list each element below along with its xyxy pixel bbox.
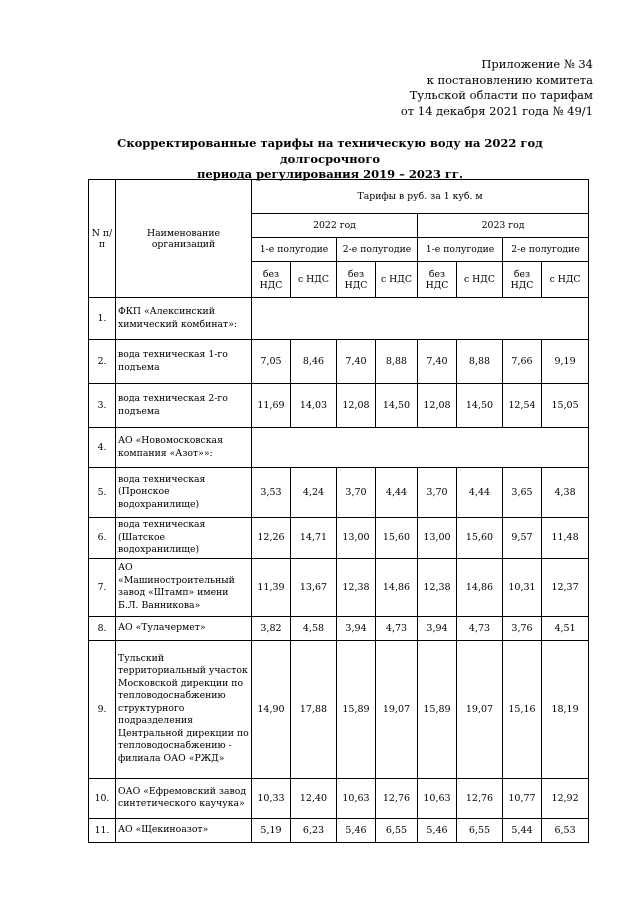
tariff-value: 12,38 (418, 558, 457, 616)
tariff-table-body (89, 298, 589, 843)
organization-name: вода техническая 1-го подъема (116, 340, 252, 384)
row-number: 7. (89, 558, 116, 616)
header-no-vat: без НДС (337, 262, 376, 298)
tariff-value: 3,94 (337, 616, 376, 640)
tariff-value: 4,44 (376, 468, 418, 518)
tariff-value: 11,39 (252, 558, 291, 616)
tariff-value: 18,19 (542, 640, 589, 778)
tariff-value: 4,24 (291, 468, 337, 518)
tariff-value: 15,05 (542, 384, 589, 428)
tariff-value: 10,77 (503, 778, 542, 818)
row-number: 9. (89, 640, 116, 778)
table-row (89, 640, 589, 778)
tariff-value: 13,67 (291, 558, 337, 616)
tariff-value: 14,50 (376, 384, 418, 428)
tariff-value: 19,07 (376, 640, 418, 778)
header-no-vat: без НДС (503, 262, 542, 298)
row-number: 8. (89, 616, 116, 640)
header-half-2: 2-е полугодие (503, 238, 589, 262)
tariff-value: 4,58 (291, 616, 337, 640)
header-no-vat: без НДС (418, 262, 457, 298)
header-year-2023: 2023 год (418, 214, 589, 238)
organization-name: вода техническая (Пронское водохранилище) (116, 468, 252, 518)
organization-name: АО «Машиностроительный завод «Штамп» имени Б.Л. Ванникова» (116, 558, 252, 616)
tariff-value: 3,82 (252, 616, 291, 640)
tariff-value: 3,70 (418, 468, 457, 518)
tariff-value: 12,38 (337, 558, 376, 616)
header-year-2022: 2022 год (252, 214, 418, 238)
tariff-value: 15,16 (503, 640, 542, 778)
row-number: 10. (89, 778, 116, 818)
table-row (89, 428, 589, 468)
row-number: 11. (89, 818, 116, 842)
table-row (89, 468, 589, 518)
tariff-value: 3,53 (252, 468, 291, 518)
tariff-value: 13,00 (418, 518, 457, 559)
tariff-value: 6,53 (542, 818, 589, 842)
tariff-value: 15,89 (337, 640, 376, 778)
row-number: 1. (89, 298, 116, 340)
organization-name: вода техническая (Шатское водохранилище) (116, 518, 252, 559)
header-half-1: 1-е полугодие (418, 238, 503, 262)
tariff-value: 14,90 (252, 640, 291, 778)
header-half-2: 2-е полугодие (337, 238, 418, 262)
tariff-value: 4,51 (542, 616, 589, 640)
header-with-vat: с НДС (542, 262, 589, 298)
table-row (89, 340, 589, 384)
annex-date: от 14 декабря 2021 года № 49/1 (400, 103, 593, 118)
tariff-value: 14,86 (457, 558, 503, 616)
tariff-value: 4,38 (542, 468, 589, 518)
tariff-value: 12,92 (542, 778, 589, 818)
tariff-value: 14,03 (291, 384, 337, 428)
row-number: 4. (89, 428, 116, 468)
tariff-value: 7,40 (418, 340, 457, 384)
organization-name: вода техническая 2-го подъема (116, 384, 252, 428)
tariff-value: 14,50 (457, 384, 503, 428)
tariff-table (88, 179, 589, 843)
table-row (89, 616, 589, 640)
annex-line-2: к постановлению комитета (426, 72, 593, 87)
tariff-value: 4,44 (457, 468, 503, 518)
tariff-value: 3,65 (503, 468, 542, 518)
row-number: 2. (89, 340, 116, 384)
tariff-value: 15,60 (376, 518, 418, 559)
organization-name: АО «Тулачермет» (116, 616, 252, 640)
tariff-value: 14,86 (376, 558, 418, 616)
tariff-value: 6,55 (376, 818, 418, 842)
tariff-value: 13,00 (337, 518, 376, 559)
organization-name: ОАО «Ефремовский завод синтетического каучука» (116, 778, 252, 818)
tariff-value: 12,76 (376, 778, 418, 818)
tariff-value: 3,94 (418, 616, 457, 640)
tariff-value: 8,88 (457, 340, 503, 384)
tariff-value: 10,33 (252, 778, 291, 818)
tariff-value: 5,19 (252, 818, 291, 842)
tariff-value: 10,63 (337, 778, 376, 818)
organization-name: АО «Новомосковская компания «Азот»»: (116, 428, 252, 468)
tariff-value: 12,37 (542, 558, 589, 616)
tariff-value: 4,73 (457, 616, 503, 640)
tariff-value: 4,73 (376, 616, 418, 640)
title-line-1: Скорректированные тарифы на техническую воду на 2022 год долгосрочного (117, 136, 543, 166)
annex-line-3: Тульской области по тарифам (409, 88, 593, 102)
tariff-value: 6,23 (291, 818, 337, 842)
tariff-value: 5,46 (337, 818, 376, 842)
header-no-vat: без НДС (252, 262, 291, 298)
title-line-2: периода регулирования 2019 – 2023 гг. (197, 167, 463, 181)
table-row (89, 384, 589, 428)
tariff-value: 14,71 (291, 518, 337, 559)
header-with-vat: с НДС (457, 262, 503, 298)
header-name: Наименование организаций (116, 180, 252, 298)
tariff-value: 8,88 (376, 340, 418, 384)
organization-name: ФКП «Алексинский химический комбинат»: (116, 298, 252, 340)
row-number: 3. (89, 384, 116, 428)
tariff-value: 10,31 (503, 558, 542, 616)
header-with-vat: с НДС (376, 262, 418, 298)
annex-number: Приложение № 34 (481, 57, 593, 71)
organization-name: Тульский территориальный участок Московской дирекции по тепловодоснабжению структурного подразделения Центральной дирекции по тепловодоснабжению - филиала ОАО «РЖД» (116, 640, 252, 778)
tariff-value: 12,08 (337, 384, 376, 428)
table-row (89, 518, 589, 559)
tariff-value: 7,05 (252, 340, 291, 384)
empty-tariff-cell (252, 428, 589, 468)
row-number: 6. (89, 518, 116, 559)
tariff-value: 3,70 (337, 468, 376, 518)
tariff-value: 9,57 (503, 518, 542, 559)
tariff-value: 8,46 (291, 340, 337, 384)
tariff-value: 15,89 (418, 640, 457, 778)
tariff-value: 11,69 (252, 384, 291, 428)
document-title (95, 136, 565, 183)
tariff-value: 12,26 (252, 518, 291, 559)
tariff-value: 12,54 (503, 384, 542, 428)
header-num: N п/п (89, 180, 116, 298)
tariff-value: 5,44 (503, 818, 542, 842)
tariff-value: 11,48 (542, 518, 589, 559)
empty-tariff-cell (252, 298, 589, 340)
tariff-value: 17,88 (291, 640, 337, 778)
tariff-value: 19,07 (457, 640, 503, 778)
header-half-1: 1-е полугодие (252, 238, 337, 262)
table-row (89, 778, 589, 818)
tariff-value: 12,40 (291, 778, 337, 818)
tariff-value: 12,08 (418, 384, 457, 428)
tariff-value: 6,55 (457, 818, 503, 842)
tariff-value: 5,46 (418, 818, 457, 842)
tariff-value: 3,76 (503, 616, 542, 640)
tariff-value: 7,66 (503, 340, 542, 384)
table-row (89, 298, 589, 340)
tariff-value: 15,60 (457, 518, 503, 559)
tariff-value: 9,19 (542, 340, 589, 384)
header-tariffs: Тарифы в руб. за 1 куб. м (252, 180, 589, 214)
table-row (89, 818, 589, 842)
header-with-vat: с НДС (291, 262, 337, 298)
tariff-value: 7,40 (337, 340, 376, 384)
tariff-value: 10,63 (418, 778, 457, 818)
organization-name: АО «Щекиноазот» (116, 818, 252, 842)
row-number: 5. (89, 468, 116, 518)
tariff-value: 12,76 (457, 778, 503, 818)
table-row (89, 558, 589, 616)
annex-header (293, 57, 593, 119)
